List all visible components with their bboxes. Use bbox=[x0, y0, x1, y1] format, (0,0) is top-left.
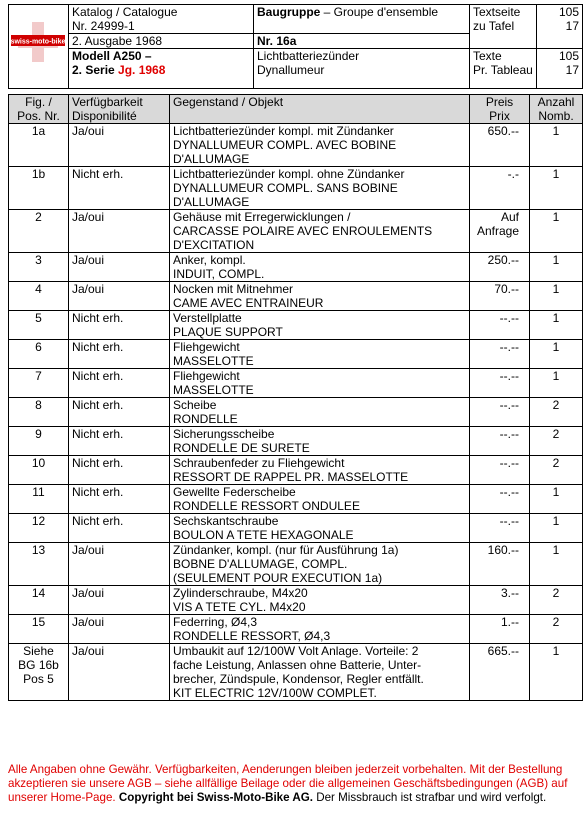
description-cell: Fliehgewicht MASSELOTTE bbox=[170, 369, 470, 398]
group-name-cell bbox=[254, 49, 470, 89]
description-cell: Umbaukit auf 12/100W Volt Anlage. Vorteile: 2 fache Leistung, Anlassen ohne Batterie, Unter- brecher, Zündspule, Kondensor, Regler entfällt. KIT ELECTRIC 12V/100W COMPLET. bbox=[170, 644, 470, 701]
price-cell: 650.-- bbox=[470, 124, 530, 167]
baugruppe-suffix: – Groupe d'ensemble bbox=[320, 5, 439, 19]
price-cell: --.-- bbox=[470, 340, 530, 369]
position-number: 12 bbox=[9, 514, 69, 543]
col-header-object: Gegenstand / Objekt bbox=[170, 95, 470, 124]
textseite-label: Textseite bbox=[473, 5, 521, 19]
price-cell: --.-- bbox=[470, 456, 530, 485]
quantity-cell: 1 bbox=[530, 543, 583, 586]
table-row bbox=[9, 167, 583, 210]
availability-cell: Nicht erh. bbox=[69, 369, 170, 398]
col-header-availability: Verfügbarkeit Disponibilité bbox=[69, 95, 170, 124]
model-series: 2. Serie bbox=[72, 63, 119, 77]
quantity-cell: 1 bbox=[530, 644, 583, 701]
availability-cell: Nicht erh. bbox=[69, 456, 170, 485]
price-cell: 665.-- bbox=[470, 644, 530, 701]
price-cell: 160.-- bbox=[470, 543, 530, 586]
availability-cell: Ja/oui bbox=[69, 644, 170, 701]
col-header-fig: Fig. / Pos. Nr. bbox=[9, 95, 69, 124]
pr-tableau-label: Pr. Tableau bbox=[473, 63, 533, 77]
description-cell: Anker, kompl. INDUIT, COMPL. bbox=[170, 253, 470, 282]
table-row bbox=[9, 253, 583, 282]
price-cell: --.-- bbox=[470, 311, 530, 340]
availability-cell: Ja/oui bbox=[69, 543, 170, 586]
table-row bbox=[9, 427, 583, 456]
description-cell: Sicherungsscheibe RONDELLE DE SURETE bbox=[170, 427, 470, 456]
price-cell: 1.-- bbox=[470, 615, 530, 644]
position-number: 8 bbox=[9, 398, 69, 427]
price-cell: --.-- bbox=[470, 398, 530, 427]
availability-cell: Ja/oui bbox=[69, 615, 170, 644]
position-number: 7 bbox=[9, 369, 69, 398]
table-row bbox=[9, 615, 583, 644]
price-cell: 3.-- bbox=[470, 586, 530, 615]
swiss-cross-logo-icon bbox=[9, 5, 67, 85]
description-cell: Nocken mit Mitnehmer CAME AVEC ENTRAINEUR bbox=[170, 282, 470, 311]
description-cell: Lichtbatteriezünder kompl. ohne Zündanker DYNALLUMEUR COMPL. SANS BOBINE D'ALLUMAGE bbox=[170, 167, 470, 210]
parts-table-body bbox=[9, 124, 583, 701]
table-row bbox=[9, 485, 583, 514]
zu-tafel-value: 17 bbox=[565, 19, 579, 33]
availability-cell: Nicht erh. bbox=[69, 398, 170, 427]
quantity-cell: 1 bbox=[530, 124, 583, 167]
price-cell: --.-- bbox=[470, 485, 530, 514]
description-cell: Lichtbatteriezünder kompl. mit Zündanker DYNALLUMEUR COMPL. AVEC BOBINE D'ALLUMAGE bbox=[170, 124, 470, 167]
quantity-cell: 2 bbox=[530, 398, 583, 427]
quantity-cell: 1 bbox=[530, 253, 583, 282]
position-number: 15 bbox=[9, 615, 69, 644]
description-cell: Scheibe RONDELLE bbox=[170, 398, 470, 427]
table-row bbox=[9, 340, 583, 369]
table-row bbox=[9, 369, 583, 398]
pr-tableau-value: 17 bbox=[565, 63, 579, 77]
textseite-value: 105 bbox=[558, 5, 579, 19]
group-number: Nr. 16a bbox=[257, 34, 297, 48]
quantity-cell: 2 bbox=[530, 427, 583, 456]
model-cell bbox=[69, 49, 254, 89]
catalog-number: Nr. 24999-1 bbox=[72, 19, 135, 33]
textseite-values bbox=[537, 5, 583, 49]
availability-cell: Nicht erh. bbox=[69, 485, 170, 514]
table-row bbox=[9, 124, 583, 167]
description-cell: Verstellplatte PLAQUE SUPPORT bbox=[170, 311, 470, 340]
quantity-cell: 1 bbox=[530, 485, 583, 514]
group-number-cell bbox=[254, 34, 470, 49]
table-row bbox=[9, 543, 583, 586]
quantity-cell: 1 bbox=[530, 514, 583, 543]
availability-cell: Ja/oui bbox=[69, 282, 170, 311]
description-cell: Federring, Ø4,3 RONDELLE RESSORT, Ø4,3 bbox=[170, 615, 470, 644]
baugruppe-label: Baugruppe bbox=[257, 5, 321, 19]
quantity-cell: 1 bbox=[530, 282, 583, 311]
catalog-label-cell bbox=[69, 5, 254, 34]
description-cell: Schraubenfeder zu Fliehgewicht RESSORT DE RAPPEL PR. MASSELOTTE bbox=[170, 456, 470, 485]
quantity-cell: 2 bbox=[530, 615, 583, 644]
description-cell: Gewellte Federscheibe RONDELLE RESSORT ONDULEE bbox=[170, 485, 470, 514]
quantity-cell: 1 bbox=[530, 340, 583, 369]
table-row bbox=[9, 210, 583, 253]
description-cell: Zündanker, kompl. (nur für Ausführung 1a) BOBNE D'ALLUMAGE, COMPL. (SEULEMENT POUR EXECUTION 1a) bbox=[170, 543, 470, 586]
quantity-cell: 1 bbox=[530, 311, 583, 340]
position-number: 10 bbox=[9, 456, 69, 485]
position-number: 6 bbox=[9, 340, 69, 369]
description-cell: Gehäuse mit Erregerwicklungen / CARCASSE POLAIRE AVEC ENROULEMENTS D'EXCITATION bbox=[170, 210, 470, 253]
position-number: 3 bbox=[9, 253, 69, 282]
textseite-labels bbox=[470, 5, 537, 49]
table-row bbox=[9, 282, 583, 311]
texte-labels bbox=[470, 49, 537, 89]
position-number: 1b bbox=[9, 167, 69, 210]
group-name-fr: Dynallumeur bbox=[257, 63, 325, 77]
quantity-cell: 1 bbox=[530, 167, 583, 210]
position-number: Siehe BG 16b Pos 5 bbox=[9, 644, 69, 701]
texte-label: Texte bbox=[473, 49, 502, 63]
edition-cell bbox=[69, 34, 254, 49]
table-row bbox=[9, 398, 583, 427]
disclaimer-text: Alle Angaben ohne Gewähr. Verfügbarkeiten, Aenderungen bleiben jederzeit vorbehalten. Mit der Bestellung akzeptieren sie unsere AGB – siehe allfällige Beilage oder die allgemeinen Geschäftsbedingungen (AGB) auf unserer Home-Page. bbox=[8, 763, 568, 804]
price-cell: Auf Anfrage bbox=[470, 210, 530, 253]
quantity-cell: 2 bbox=[530, 586, 583, 615]
table-header-row bbox=[9, 95, 583, 124]
svg-text:swiss-moto-bike: swiss-moto-bike bbox=[10, 38, 66, 46]
price-cell: --.-- bbox=[470, 369, 530, 398]
availability-cell: Ja/oui bbox=[69, 253, 170, 282]
catalog-label: Katalog / Catalogue bbox=[72, 5, 178, 19]
availability-cell: Nicht erh. bbox=[69, 167, 170, 210]
price-cell: --.-- bbox=[470, 427, 530, 456]
price-cell: 250.-- bbox=[470, 253, 530, 282]
texte-values bbox=[537, 49, 583, 89]
zu-tafel-label: zu Tafel bbox=[473, 19, 515, 33]
availability-cell: Nicht erh. bbox=[69, 311, 170, 340]
description-cell: Zylinderschraube, M4x20 VIS A TETE CYL. M4x20 bbox=[170, 586, 470, 615]
position-number: 14 bbox=[9, 586, 69, 615]
texte-value: 105 bbox=[558, 49, 579, 63]
col-header-qty: Anzahl Nomb. bbox=[530, 95, 583, 124]
quantity-cell: 1 bbox=[530, 210, 583, 253]
position-number: 2 bbox=[9, 210, 69, 253]
description-cell: Fliehgewicht MASSELOTTE bbox=[170, 340, 470, 369]
availability-cell: Nicht erh. bbox=[69, 514, 170, 543]
catalog-header bbox=[8, 4, 583, 89]
baugruppe-cell bbox=[254, 5, 470, 34]
position-number: 1a bbox=[9, 124, 69, 167]
price-cell: -.- bbox=[470, 167, 530, 210]
copyright-notice: Der Missbrauch ist strafbar und wird verfolgt. bbox=[312, 791, 547, 804]
position-number: 11 bbox=[9, 485, 69, 514]
edition: 2. Ausgabe 1968 bbox=[72, 34, 163, 48]
brand-logo bbox=[9, 5, 69, 89]
description-cell: Sechskantschraube BOULON A TETE HEXAGONALE bbox=[170, 514, 470, 543]
model-year: Jg. 1968 bbox=[118, 63, 166, 77]
quantity-cell: 2 bbox=[530, 456, 583, 485]
table-row bbox=[9, 311, 583, 340]
availability-cell: Nicht erh. bbox=[69, 340, 170, 369]
col-header-price: Preis Prix bbox=[470, 95, 530, 124]
copyright-holder: Copyright bei Swiss-Moto-Bike AG. bbox=[118, 791, 313, 804]
position-number: 5 bbox=[9, 311, 69, 340]
price-cell: --.-- bbox=[470, 514, 530, 543]
parts-table bbox=[8, 94, 583, 701]
availability-cell: Ja/oui bbox=[69, 124, 170, 167]
model-name: Modell A250 – bbox=[72, 49, 152, 63]
table-row bbox=[9, 514, 583, 543]
table-row bbox=[9, 456, 583, 485]
position-number: 9 bbox=[9, 427, 69, 456]
position-number: 4 bbox=[9, 282, 69, 311]
availability-cell: Ja/oui bbox=[69, 210, 170, 253]
availability-cell: Ja/oui bbox=[69, 586, 170, 615]
position-number: 13 bbox=[9, 543, 69, 586]
quantity-cell: 1 bbox=[530, 369, 583, 398]
table-row bbox=[9, 644, 583, 701]
availability-cell: Nicht erh. bbox=[69, 427, 170, 456]
price-cell: 70.-- bbox=[470, 282, 530, 311]
table-row bbox=[9, 586, 583, 615]
group-name-de: Lichtbatteriezünder bbox=[257, 49, 360, 63]
footer-disclaimer bbox=[8, 763, 586, 805]
